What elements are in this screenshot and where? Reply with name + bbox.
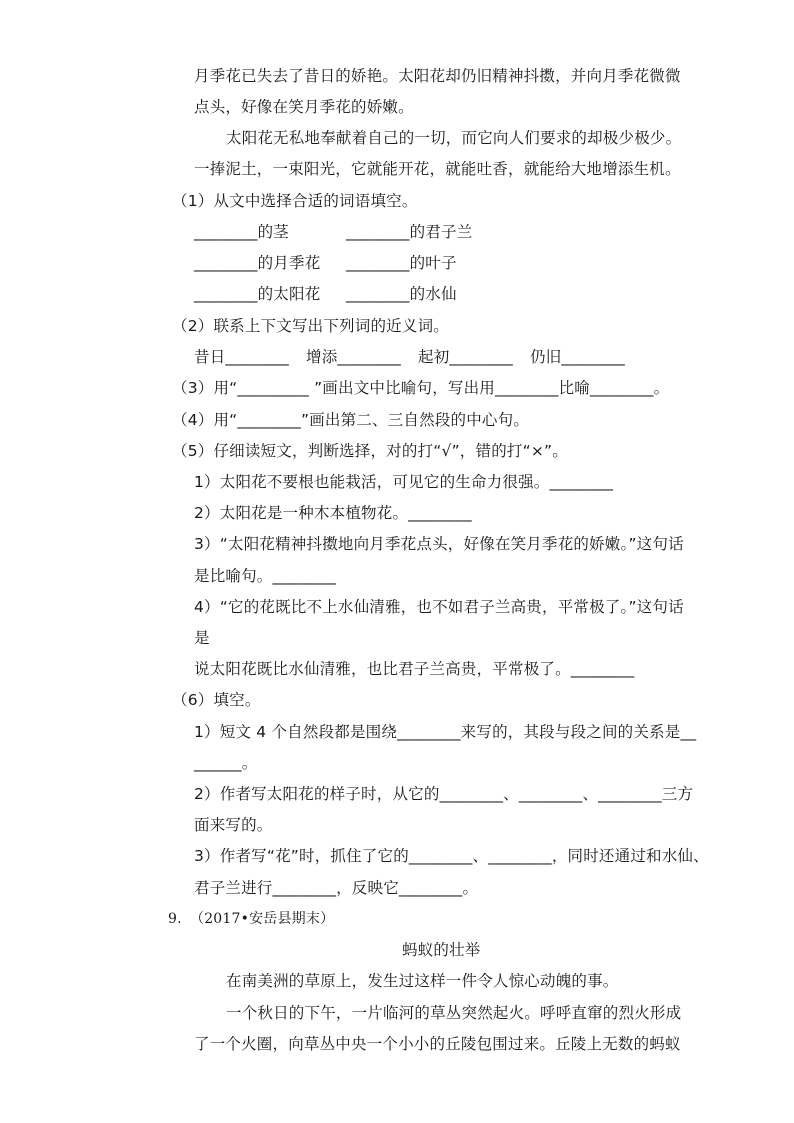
q1-blank-narcissus: ________的水仙 bbox=[346, 285, 457, 303]
q2-item-4: 仍旧________ bbox=[530, 348, 626, 366]
question-4: （4）用“________”画出第二、三自然段的中心句。 bbox=[172, 411, 530, 429]
passage-line-3: 太阳花无私地奉献着自己的一切，而它向人们要求的却极少极少。 bbox=[226, 129, 682, 147]
q1-blank-rose: ________的月季花 bbox=[194, 254, 321, 272]
question-1-prompt: （1）从文中选择合适的词语填空。 bbox=[172, 192, 418, 210]
q5-statement-2: 2）太阳花是一种木本植物花。________ bbox=[194, 504, 472, 522]
article-paragraph-2b: 了一个火圈，向草丛中央一个小小的丘陵包围过来。丘陵上无数的蚂蚁 bbox=[194, 1035, 681, 1053]
q6-item-2b: 面来写的。 bbox=[194, 816, 273, 834]
question-6-prompt: （6）填空。 bbox=[172, 691, 261, 709]
passage-line-4: 一捧泥土，一束阳光，它就能开花，就能吐香，就能给大地增添生机。 bbox=[194, 160, 681, 178]
article-paragraph-2a: 一个秋日的下午，一片临河的草丛突然起火。呼呼直窜的烈火形成 bbox=[226, 1004, 682, 1022]
question-2-prompt: （2）联系上下文写出下列词的近义词。 bbox=[172, 317, 449, 335]
q5-statement-4b: 是 bbox=[194, 629, 210, 647]
q5-statement-1: 1）太阳花不要根也能栽活，可见它的生命力很强。________ bbox=[194, 473, 614, 491]
q5-statement-3b: 是比喻句。________ bbox=[194, 567, 337, 585]
q1-blank-leaves: ________的叶子 bbox=[346, 254, 457, 272]
q5-statement-4a: 4）“它的花既比不上水仙清雅，也不如君子兰高贵，平常极了。”这句话 bbox=[194, 598, 684, 616]
q1-blank-clivia: ________的君子兰 bbox=[346, 223, 473, 241]
q2-item-2: 增添________ bbox=[306, 348, 402, 366]
passage-line-2: 点头，好像在笑月季花的娇嫩。 bbox=[194, 98, 414, 116]
q6-item-3b: 君子兰进行________，反映它________。 bbox=[194, 879, 479, 897]
q1-blank-sunflower: ________的太阳花 bbox=[194, 285, 321, 303]
question-3: （3）用“_________ ”画出文中比喻句，写出用________比喻________。 bbox=[172, 379, 670, 397]
q6-item-1a: 1）短文 4 个自然段都是围绕________来写的，其段与段之间的关系是__ bbox=[194, 723, 697, 741]
q5-statement-4c: 说太阳花既比水仙清雅，也比君子兰高贵，平常极了。________ bbox=[194, 660, 635, 678]
question-9-source: （2017•安岳县期末） bbox=[190, 911, 335, 927]
q2-item-1: 昔日________ bbox=[194, 348, 290, 366]
question-9-number: 9. bbox=[168, 911, 182, 927]
article-paragraph-1: 在南美洲的草原上，发生过这样一件令人惊心动魄的事。 bbox=[226, 972, 619, 990]
question-5-prompt: （5）仔细读短文，判断选择，对的打“√”，错的打“×”。 bbox=[172, 442, 568, 460]
q5-statement-3a: 3）“太阳花精神抖擞地向月季花点头，好像在笑月季花的娇嫩。”这句话 bbox=[194, 535, 684, 553]
q6-item-1b: ______。 bbox=[194, 754, 258, 772]
q6-item-3a: 3）作者写“花”时，抓住了它的________、________，同时还通过和水仙、 bbox=[194, 847, 709, 865]
q6-item-2a: 2）作者写太阳花的样子时，从它的________、________、________三方 bbox=[194, 785, 694, 803]
passage-line-1: 月季花已失去了昔日的娇艳。太阳花却仍旧精神抖擞，并向月季花微微 bbox=[194, 67, 681, 85]
article-title: 蚂蚁的壮举 bbox=[402, 941, 481, 959]
q1-blank-stem: ________的茎 bbox=[194, 223, 290, 241]
q2-item-3: 起初________ bbox=[418, 348, 514, 366]
